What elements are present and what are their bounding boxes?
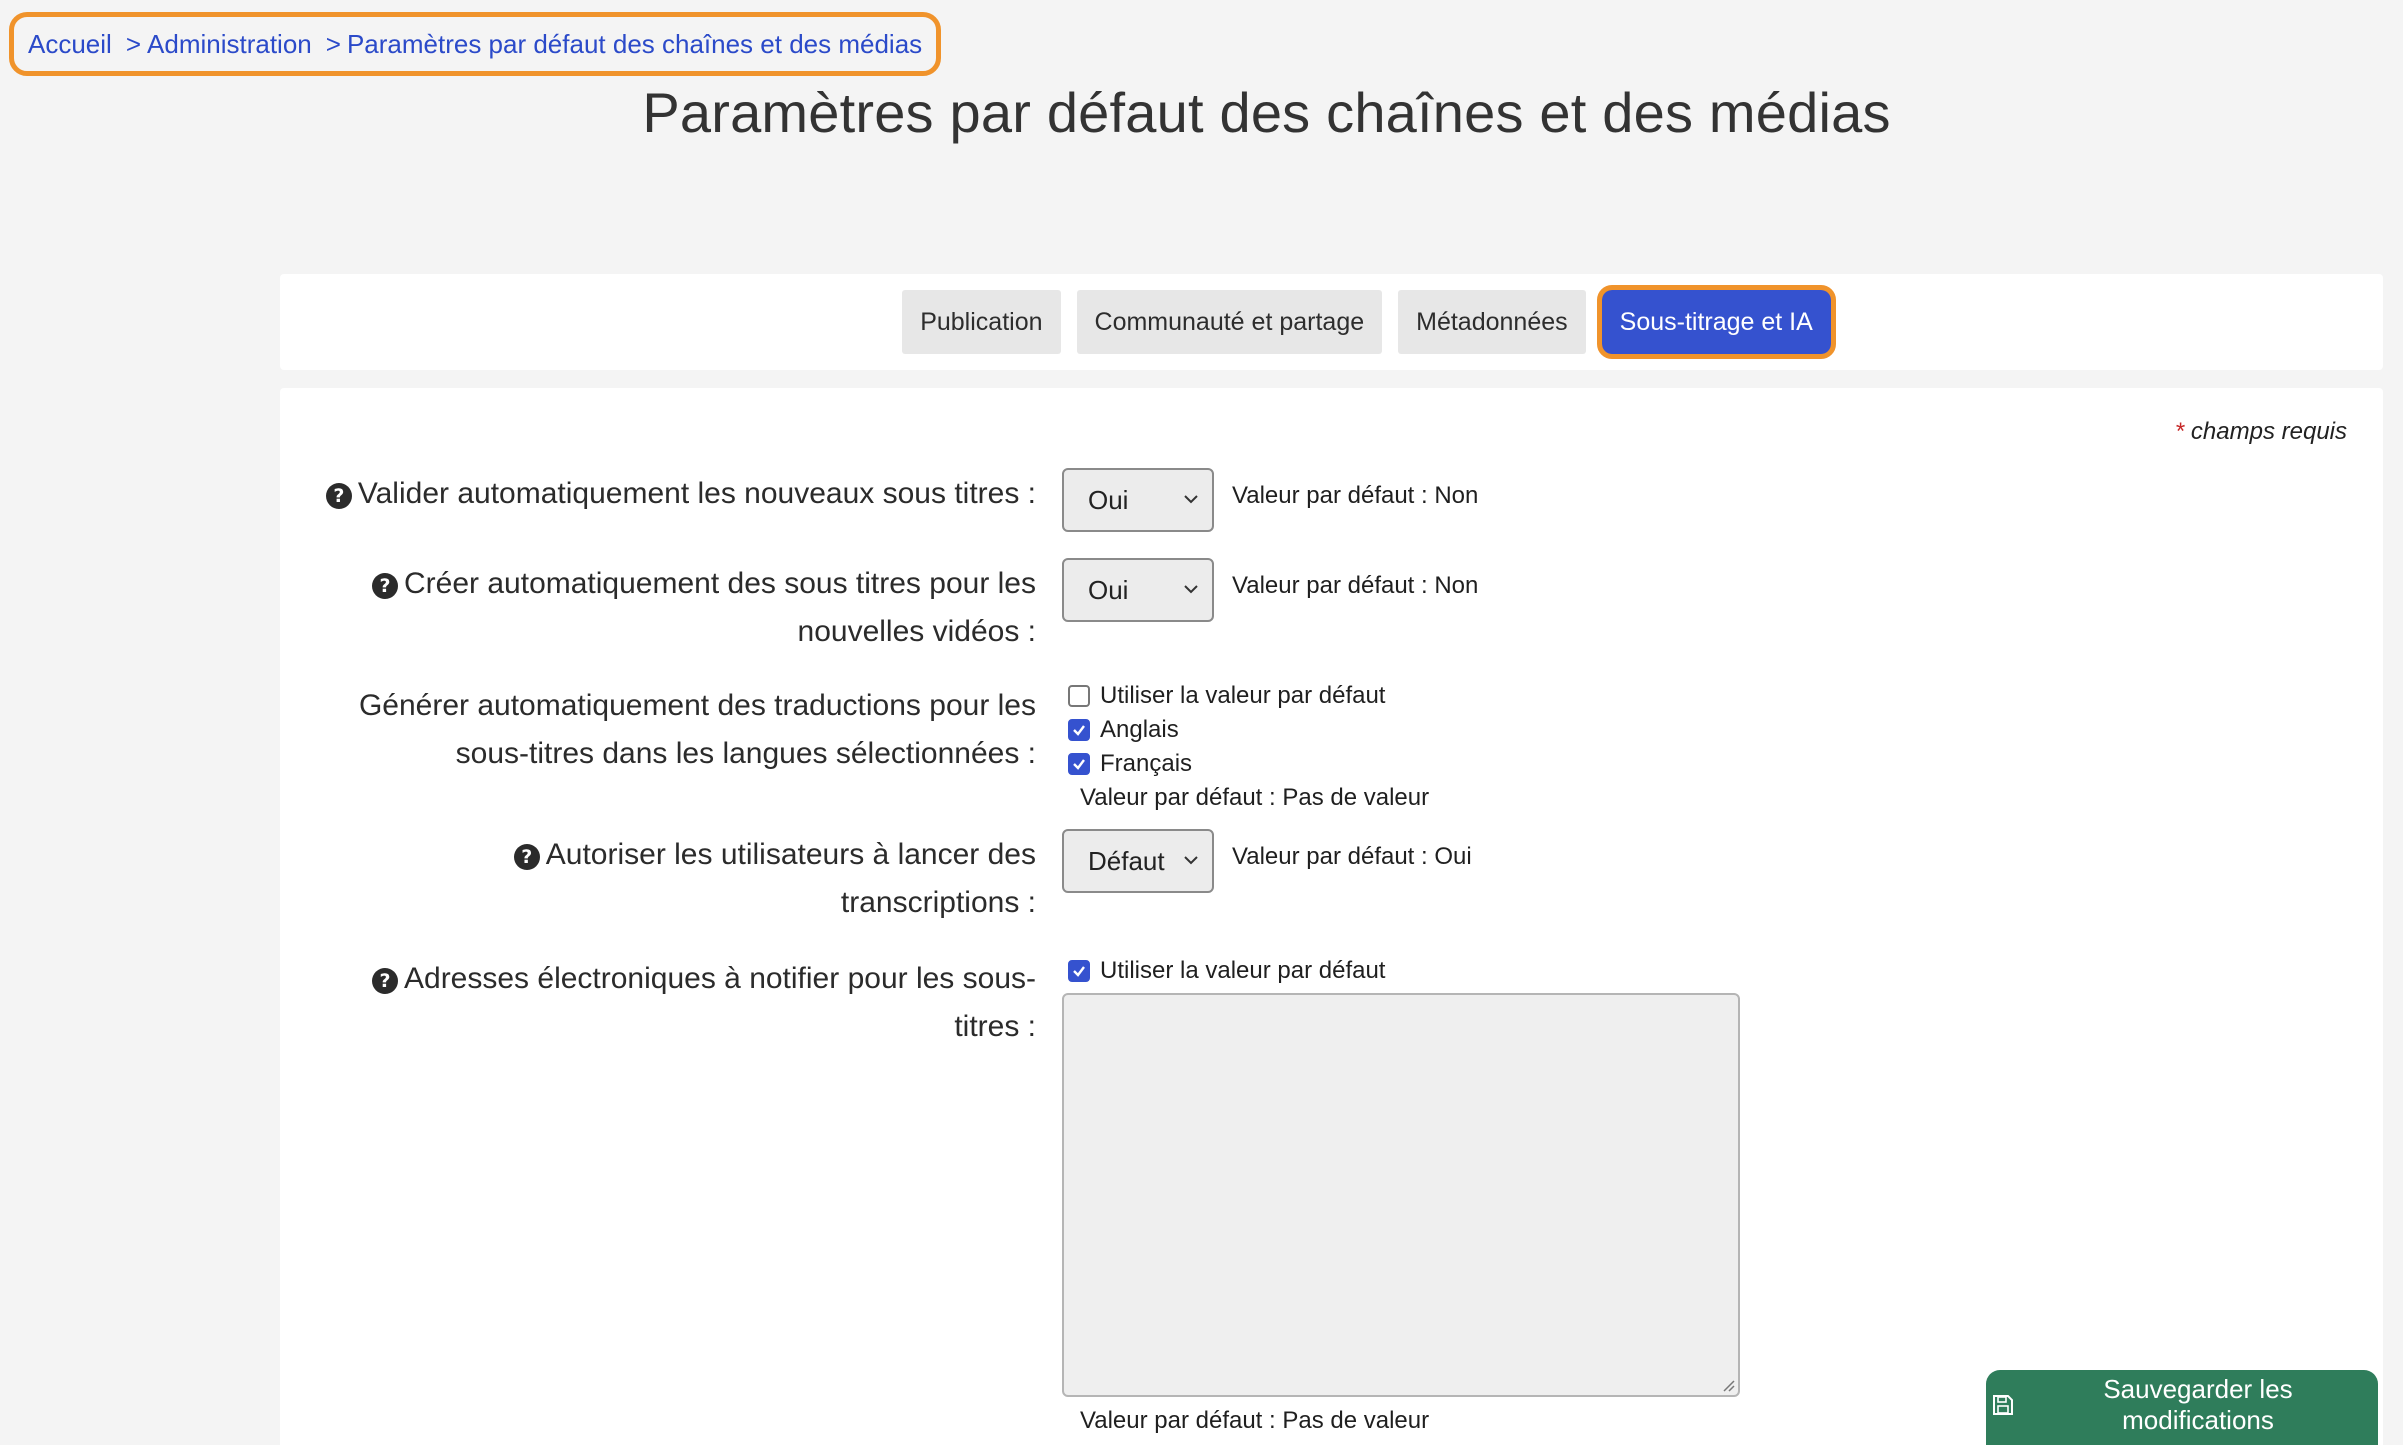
auto-validate-select[interactable] [1062,468,1214,532]
notify-emails-use-default[interactable] [1068,957,1385,985]
allow-transcriptions-select[interactable] [1062,829,1214,893]
tab-communaute-partage[interactable]: Communauté et partage [1077,290,1383,354]
notify-use-default-label: Utiliser la valeur par défaut [1100,957,1386,984]
checkmark-icon [1071,963,1087,979]
allow-transcriptions-label-line2: transcriptions : [840,886,1036,919]
auto-create-label-line2: nouvelles vidéos : [797,615,1036,648]
resize-handle-icon[interactable] [1721,1378,1735,1392]
auto-translate-french[interactable] [1068,750,1192,778]
tab-publication[interactable]: Publication [902,290,1060,354]
checkmark-icon [1071,722,1087,738]
form-panel [280,388,2383,1445]
question-circle-icon[interactable]: ? [514,844,540,870]
auto-validate-label: Valider automatiquement les nouveaux sous titres : [357,477,1036,510]
field-label [280,560,1036,656]
auto-translate-label-line1: Générer automatiquement des traductions pour les [358,689,1036,722]
breadcrumb-administration-link[interactable]: Administration [147,28,312,59]
allow-transcriptions-label-line1: Autoriser les utilisateurs à lancer des [545,838,1036,871]
save-button-label: Sauvegarder les modifications [2103,1373,2293,1435]
auto-translate-use-default[interactable] [1068,682,1385,710]
tabs-bar [280,274,2383,370]
question-circle-icon[interactable]: ? [326,483,352,509]
auto-create-value: Oui [1088,574,1129,605]
use-default-label: Utiliser la valeur par défaut [1100,682,1386,709]
allow-transcriptions-default: Valeur par défaut : Oui [1232,843,1472,870]
notify-use-default-checkbox[interactable] [1068,960,1090,982]
auto-validate-default: Valeur par défaut : Non [1232,482,1479,509]
field-label [280,831,1036,927]
english-label: Anglais [1100,716,1179,743]
tab-metadonnees[interactable]: Métadonnées [1398,290,1586,354]
notify-emails-label-line1: Adresses électroniques à notifier pour les sous- [404,962,1036,995]
required-star: * [2174,418,2185,445]
chevron-down-icon [1182,580,1200,598]
notify-emails-label-line2: titres : [954,1010,1036,1043]
chevron-down-icon [1182,851,1200,869]
breadcrumb-separator: > [325,28,341,59]
save-button[interactable] [1986,1370,2378,1445]
auto-create-label-line1: Créer automatiquement des sous titres pour les [404,567,1036,600]
notify-emails-textarea[interactable] [1062,993,1740,1397]
notify-emails-default: Valeur par défaut : Pas de valeur [1080,1407,1430,1434]
floppy-disk-icon [1992,1394,2014,1416]
required-fields-note [2175,418,2347,446]
field-label [280,470,1036,518]
french-checkbox[interactable] [1068,753,1090,775]
auto-translate-english[interactable] [1068,716,1179,744]
question-circle-icon[interactable]: ? [372,573,398,599]
auto-translate-default: Valeur par défaut : Pas de valeur [1080,784,1430,811]
use-default-checkbox[interactable] [1068,685,1090,707]
checkmark-icon [1071,756,1087,772]
auto-validate-value: Oui [1088,484,1129,515]
breadcrumb [9,12,941,76]
breadcrumb-separator: > [125,28,142,59]
field-label [280,682,1036,778]
tab-sous-titrage-ia[interactable]: Sous-titrage et IA [1602,290,1831,354]
breadcrumb-current-link[interactable]: Paramètres par défaut des chaînes et des médias [346,28,923,59]
chevron-down-icon [1182,490,1200,508]
english-checkbox[interactable] [1068,719,1090,741]
french-label: Français [1100,750,1193,777]
allow-transcriptions-value: Défaut [1088,845,1165,876]
field-label [280,955,1036,1051]
page-title: Paramètres par défaut des chaînes et des médias [642,81,1891,144]
auto-create-select[interactable] [1062,558,1214,622]
question-circle-icon[interactable]: ? [372,968,398,994]
required-note-text: champs requis [2190,418,2347,445]
auto-translate-label-line2: sous-titres dans les langues sélectionnées : [455,737,1036,770]
auto-create-default: Valeur par défaut : Non [1232,572,1479,599]
breadcrumb-home-link[interactable]: Accueil [28,28,112,59]
